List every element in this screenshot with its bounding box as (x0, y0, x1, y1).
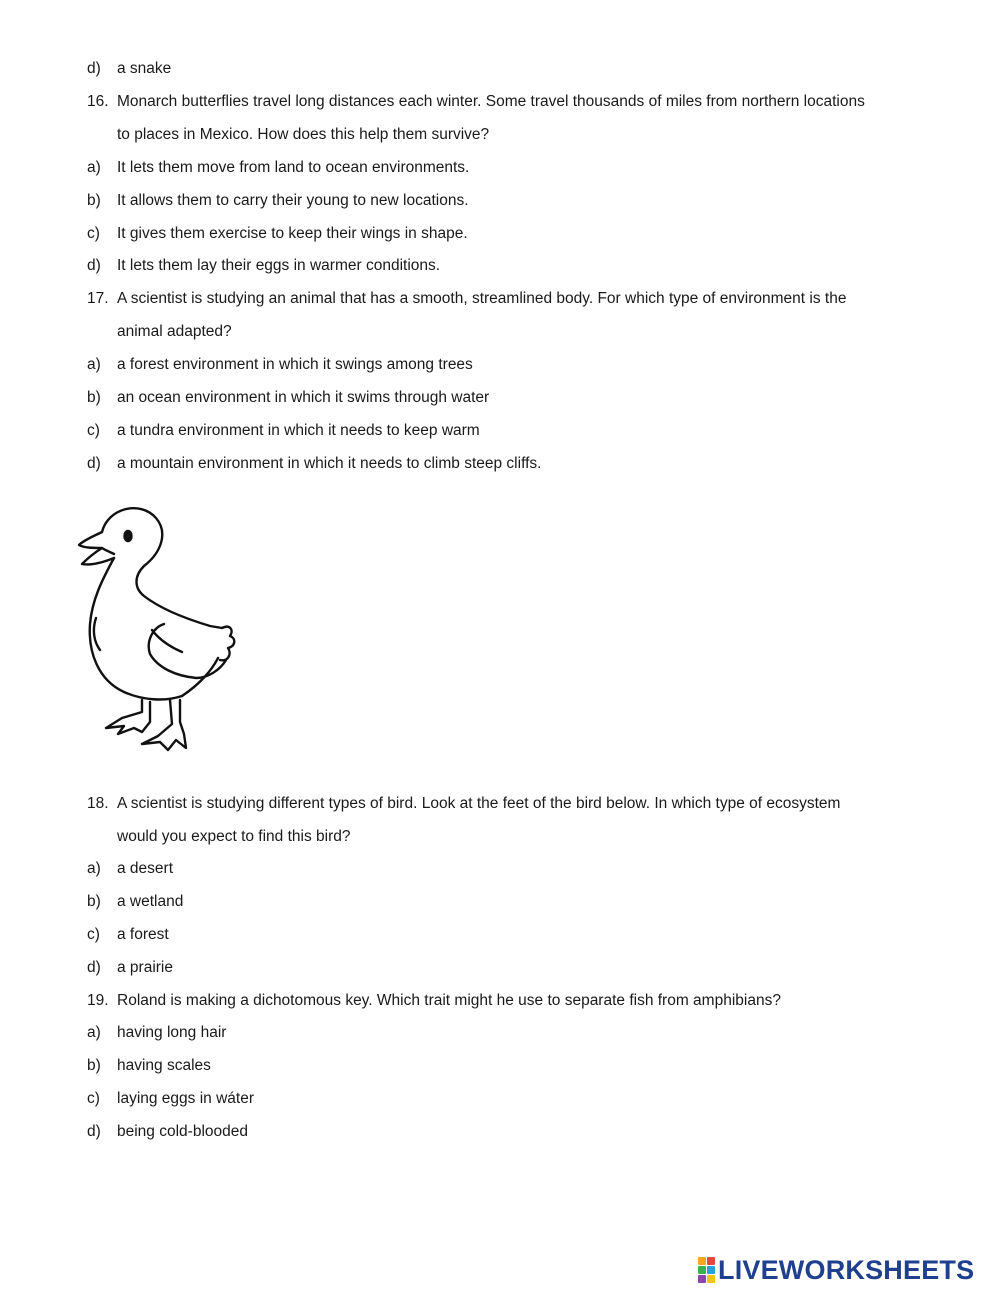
question-text: would you expect to find this bird? (117, 828, 351, 845)
option-marker: a) (87, 356, 101, 373)
option-19-c (87, 1087, 254, 1111)
option-16-d (87, 254, 440, 278)
option-17-a (87, 353, 473, 377)
question-text: to places in Mexico. How does this help them survive? (117, 126, 490, 143)
option-text: an ocean environment in which it swims through water (117, 389, 490, 406)
option-marker: b) (87, 893, 101, 910)
option-marker: d) (87, 60, 101, 77)
liveworksheets-icon (698, 1257, 715, 1283)
logo-tile (698, 1275, 706, 1283)
logo-tile (707, 1266, 715, 1274)
option-text: a desert (117, 860, 174, 877)
question-text: A scientist is studying different types of bird. Look at the feet of the bird below. In which type of ecosystem (117, 795, 841, 812)
option-text: a forest (117, 926, 169, 943)
option-marker: c) (87, 926, 100, 943)
logo-tile (698, 1266, 706, 1274)
option-marker: b) (87, 1057, 101, 1074)
option-text: It allows them to carry their young to new locations. (117, 192, 469, 209)
option-marker: b) (87, 389, 101, 406)
question-17-continued (117, 320, 232, 344)
option-marker: d) (87, 1123, 101, 1140)
liveworksheets-wordmark: LIVEWORKSHEETS (718, 1255, 975, 1285)
question-number: 16. (87, 93, 109, 110)
option-marker: c) (87, 422, 100, 439)
option-marker: a) (87, 860, 101, 877)
option-marker: c) (87, 225, 100, 242)
option-16-b (87, 189, 469, 213)
option-17-c (87, 419, 480, 443)
question-18-continued (117, 825, 351, 849)
option-marker: d) (87, 455, 101, 472)
question-number: 17. (87, 290, 109, 307)
option-18-a (87, 857, 173, 881)
option-marker: a) (87, 1024, 101, 1041)
question-text: animal adapted? (117, 323, 232, 340)
question-number: 18. (87, 795, 109, 812)
option-marker: d) (87, 959, 101, 976)
option-text: It lets them lay their eggs in warmer conditions. (117, 257, 441, 274)
option-text: a forest environment in which it swings among trees (117, 356, 473, 373)
logo-tile (707, 1275, 715, 1283)
option-18-d (87, 956, 173, 980)
option-marker: a) (87, 159, 101, 176)
option-15-d (87, 57, 171, 81)
option-marker: d) (87, 257, 101, 274)
option-text: a snake (117, 60, 172, 77)
option-17-b (87, 386, 489, 410)
question-text: Roland is making a dichotomous key. Which trait might he use to separate fish from amphibians? (117, 992, 781, 1009)
logo-tile (698, 1257, 706, 1265)
option-text: having long hair (117, 1024, 227, 1041)
option-17-d (87, 452, 541, 476)
option-19-b (87, 1054, 211, 1078)
option-text: having scales (117, 1057, 211, 1074)
option-text: a tundra environment in which it needs to keep warm (117, 422, 480, 439)
question-19 (87, 989, 781, 1013)
option-text: It gives them exercise to keep their wings in shape. (117, 225, 468, 242)
option-text: laying eggs in wáter (117, 1090, 254, 1107)
option-text: a prairie (117, 959, 173, 976)
option-18-b (87, 890, 183, 914)
option-text: a mountain environment in which it needs to climb steep cliffs. (117, 455, 542, 472)
option-16-c (87, 222, 468, 246)
option-text: a wetland (117, 893, 184, 910)
option-19-d (87, 1120, 248, 1144)
logo-tile (707, 1257, 715, 1265)
option-marker: c) (87, 1090, 100, 1107)
question-16 (87, 90, 865, 114)
option-19-a (87, 1021, 226, 1045)
option-text: It lets them move from land to ocean environments. (117, 159, 470, 176)
question-16-continued (117, 123, 489, 147)
question-number: 19. (87, 992, 109, 1009)
option-18-c (87, 923, 169, 947)
question-18 (87, 792, 840, 816)
question-text: A scientist is studying an animal that has a smooth, streamlined body. For which type of environment is the (117, 290, 847, 307)
duck-illustration (72, 500, 242, 755)
liveworksheets-logo (698, 1255, 974, 1285)
option-16-a (87, 156, 469, 180)
question-17 (87, 287, 846, 311)
option-marker: b) (87, 192, 101, 209)
option-text: being cold-blooded (117, 1123, 248, 1140)
question-text: Monarch butterflies travel long distances each winter. Some travel thousands of miles from northern locations (117, 93, 865, 110)
